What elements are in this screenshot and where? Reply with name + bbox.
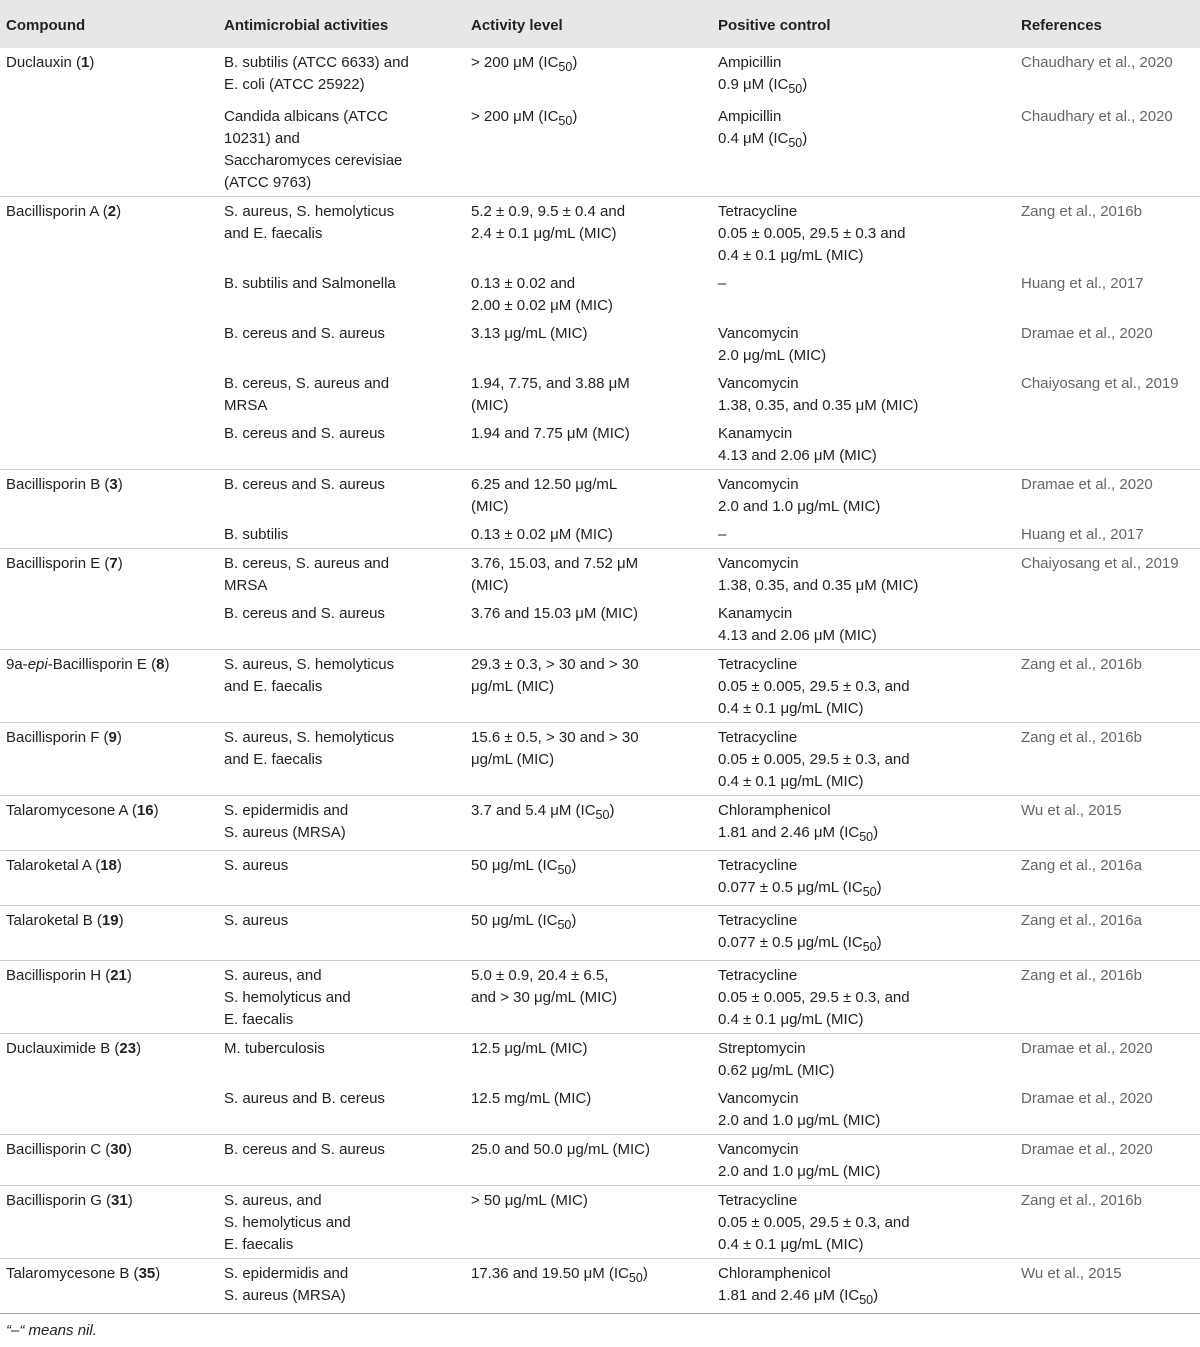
activity-cell: B. subtilis — [224, 526, 289, 543]
compound-cell: Bacillisporin C (30) — [0, 1135, 218, 1186]
activity-cell: S. aureus, S. hemolyticus and E. faecalis — [218, 650, 465, 723]
reference-cell: Chaiyosang et al., 2019 — [1021, 375, 1179, 392]
table-row — [0, 1084, 1200, 1135]
positive-control-cell: – — [718, 526, 727, 543]
activity-level-cell: 0.13 ± 0.02 μM (MIC) — [471, 526, 613, 543]
reference-cell: Chaiyosang et al., 2019 — [1015, 549, 1200, 600]
positive-control-cell: Tetracycline 0.05 ± 0.005, 29.5 ± 0.3, and 0.4 ± 0.1 μg/mL (MIC) — [712, 1186, 1015, 1259]
table-row — [0, 102, 1200, 197]
activity-level-cell: 12.5 mg/mL (MIC) — [471, 1090, 592, 1107]
table-row — [0, 48, 1200, 102]
header-level: Activity level — [471, 17, 563, 34]
reference-cell: Zang et al., 2016b — [1015, 197, 1200, 270]
compound-cell — [0, 520, 218, 549]
compound-cell — [0, 269, 218, 319]
activity-level-cell: 1.94 and 7.75 μM (MIC) — [471, 425, 630, 442]
table-row — [0, 723, 1200, 796]
compound-cell — [0, 369, 218, 419]
positive-control-cell: Tetracycline 0.05 ± 0.005, 29.5 ± 0.3, and 0.4 ± 0.1 μg/mL (MIC) — [712, 961, 1015, 1034]
activity-level-cell: 50 μg/mL $(IC_{50})$ — [465, 851, 712, 906]
positive-control-cell: Kanamycin 4.13 and 2.06 μM (MIC) — [718, 425, 877, 464]
table-row — [0, 369, 1200, 419]
compound-cell — [0, 102, 218, 197]
table-footnote: “–“ means nil. — [6, 1322, 97, 1339]
header-control: Positive control — [718, 17, 831, 34]
compound-cell: Talaromycesone B (35) — [0, 1259, 218, 1314]
activity-level-cell: > 200 μM $(IC_{50})$ — [471, 108, 578, 128]
activity-cell: B. cereus and S. aureus — [224, 605, 385, 622]
reference-cell: Dramae et al., 2020 — [1021, 1090, 1153, 1107]
activity-cell: B. cereus and S. aureus — [218, 1135, 465, 1186]
table-row — [0, 650, 1200, 723]
activity-level-cell: 1.94, 7.75, and 3.88 μM (MIC) — [471, 375, 630, 414]
reference-cell: Chaudhary et al., 2020 — [1021, 54, 1173, 71]
reference-cell: Chaudhary et al., 2020 — [1021, 108, 1173, 125]
activity-level-cell: 3.7 and 5.4 μM $(IC_{50})$ — [465, 796, 712, 851]
activity-cell: S. aureus — [218, 906, 465, 961]
reference-cell: Huang et al., 2017 — [1021, 275, 1144, 292]
activity-cell: B. subtilis and Salmonella — [224, 275, 396, 292]
compound-cell: Talaroketal A (18) — [0, 851, 218, 906]
positive-control-cell: Vancomycin 2.0 and 1.0 μg/mL (MIC) — [712, 1135, 1015, 1186]
table-header — [0, 0, 1200, 48]
table-row — [0, 796, 1200, 851]
compound-cell: Duclauximide B (23) — [0, 1034, 218, 1085]
table-row — [0, 961, 1200, 1034]
reference-cell: Dramae et al., 2020 — [1015, 1135, 1200, 1186]
table-row — [0, 1135, 1200, 1186]
activity-cell: M. tuberculosis — [218, 1034, 465, 1085]
activity-level-cell: 29.3 ± 0.3, > 30 and > 30 μg/mL (MIC) — [465, 650, 712, 723]
compound-cell — [0, 419, 218, 470]
compound-cell — [0, 319, 218, 369]
positive-control-cell: Tetracycline 0.077 ± 0.5 μg/mL $(IC_{50})$ — [712, 906, 1015, 961]
positive-control-cell: Tetracycline 0.077 ± 0.5 μg/mL $(IC_{50})$ — [712, 851, 1015, 906]
compound-cell — [0, 1084, 218, 1135]
activity-cell: S. aureus and B. cereus — [224, 1090, 385, 1107]
compound-cell: Bacillisporin A (2) — [0, 197, 218, 270]
activity-level-cell: 17.36 and 19.50 μM $(IC_{50})$ — [465, 1259, 712, 1314]
positive-control-cell: Vancomycin 1.38, 0.35, and 0.35 μM (MIC) — [712, 549, 1015, 600]
activity-cell: S. aureus, S. hemolyticus and E. faecalis — [218, 723, 465, 796]
reference-cell: Dramae et al., 2020 — [1021, 325, 1153, 342]
table-row — [0, 269, 1200, 319]
reference-cell: Wu et al., 2015 — [1015, 1259, 1200, 1314]
positive-control-cell: Vancomycin 1.38, 0.35, and 0.35 μM (MIC) — [718, 375, 919, 414]
table-row — [0, 319, 1200, 369]
activity-cell: B. cereus and S. aureus — [224, 325, 385, 342]
positive-control-cell: Ampicillin 0.9 μM $(IC_{50})$ — [718, 54, 808, 96]
positive-control-cell: Ampicillin 0.4 μM $(IC_{50})$ — [718, 108, 808, 150]
positive-control-cell: Streptomycin 0.62 μg/mL (MIC) — [712, 1034, 1015, 1085]
activity-cell: S. aureus, and S. hemolyticus and E. faecalis — [218, 961, 465, 1034]
activity-cell: B. cereus and S. aureus — [224, 425, 385, 442]
table-row — [0, 906, 1200, 961]
activity-level-cell: 6.25 and 12.50 μg/mL (MIC) — [465, 470, 712, 521]
header-activities: Antimicrobial activities — [224, 17, 389, 34]
reference-cell: Zang et al., 2016b — [1015, 961, 1200, 1034]
compound-cell: Talaroketal B (19) — [0, 906, 218, 961]
activity-level-cell: > 200 μM $(IC_{50})$ — [471, 54, 578, 74]
table-row — [0, 549, 1200, 600]
activity-level-cell: 5.2 ± 0.9, 9.5 ± 0.4 and 2.4 ± 0.1 μg/mL (MIC) — [465, 197, 712, 270]
positive-control-cell: Tetracycline 0.05 ± 0.005, 29.5 ± 0.3 and 0.4 ± 0.1 μg/mL (MIC) — [712, 197, 1015, 270]
compound-cell: Bacillisporin H (21) — [0, 961, 218, 1034]
positive-control-cell: Vancomycin 2.0 μg/mL (MIC) — [718, 325, 827, 364]
positive-control-cell: Vancomycin 2.0 and 1.0 μg/mL (MIC) — [712, 470, 1015, 521]
activity-level-cell: 3.13 μg/mL (MIC) — [471, 325, 588, 342]
reference-cell: Zang et al., 2016a — [1015, 906, 1200, 961]
table-body — [0, 48, 1200, 1313]
table-row — [0, 1186, 1200, 1259]
activity-level-cell: 50 μg/mL $(IC_{50})$ — [465, 906, 712, 961]
reference-cell — [1015, 599, 1200, 650]
compound-cell: Talaromycesone A (16) — [0, 796, 218, 851]
activity-cell: S. epidermidis and S. aureus (MRSA) — [218, 1259, 465, 1314]
reference-cell: Wu et al., 2015 — [1015, 796, 1200, 851]
activity-cell: S. aureus, S. hemolyticus and E. faecalis — [218, 197, 465, 270]
reference-cell — [1015, 419, 1200, 470]
activity-level-cell: 12.5 μg/mL (MIC) — [465, 1034, 712, 1085]
table-row — [0, 419, 1200, 470]
reference-cell: Huang et al., 2017 — [1021, 526, 1144, 543]
positive-control-cell: Chloramphenicol 1.81 and 2.46 μM $(IC_{50})$ — [712, 1259, 1015, 1314]
activity-level-cell: 0.13 ± 0.02 and 2.00 ± 0.02 μM (MIC) — [471, 275, 613, 314]
activity-level-cell: > 50 μg/mL (MIC) — [465, 1186, 712, 1259]
compound-cell: Duclauxin (1) — [6, 54, 95, 71]
table-row — [0, 1259, 1200, 1314]
activity-cell: B. cereus, S. aureus and MRSA — [218, 549, 465, 600]
positive-control-cell: Kanamycin 4.13 and 2.06 μM (MIC) — [718, 605, 877, 644]
table-row — [0, 470, 1200, 521]
compound-cell — [0, 599, 218, 650]
reference-cell: Dramae et al., 2020 — [1015, 470, 1200, 521]
positive-control-cell: – — [718, 275, 727, 292]
activity-cell: B. cereus and S. aureus — [218, 470, 465, 521]
header-compound: Compound — [6, 17, 86, 34]
activity-cell: B. subtilis (ATCC 6633) and E. coli (ATCC 25922) — [224, 54, 409, 93]
activity-cell: S. epidermidis and S. aureus (MRSA) — [218, 796, 465, 851]
header-references: References — [1021, 17, 1102, 34]
compound-cell: 9a-epi-Bacillisporin E (8) — [0, 650, 218, 723]
activity-level-cell: 25.0 and 50.0 μg/mL (MIC) — [465, 1135, 712, 1186]
activity-level-cell: 15.6 ± 0.5, > 30 and > 30 μg/mL (MIC) — [465, 723, 712, 796]
header-row — [0, 0, 1200, 48]
activity-cell: S. aureus — [218, 851, 465, 906]
compound-cell: Bacillisporin B (3) — [0, 470, 218, 521]
table-row — [0, 1034, 1200, 1085]
table-row — [0, 197, 1200, 270]
positive-control-cell: Vancomycin 2.0 and 1.0 μg/mL (MIC) — [718, 1090, 881, 1129]
reference-cell: Zang et al., 2016a — [1015, 851, 1200, 906]
activity-cell: B. cereus, S. aureus and MRSA — [224, 375, 390, 414]
compound-cell: Bacillisporin E (7) — [0, 549, 218, 600]
activity-level-cell: 5.0 ± 0.9, 20.4 ± 6.5, and > 30 μg/mL (MIC) — [465, 961, 712, 1034]
reference-cell: Zang et al., 2016b — [1015, 1186, 1200, 1259]
positive-control-cell: Tetracycline 0.05 ± 0.005, 29.5 ± 0.3, and 0.4 ± 0.1 μg/mL (MIC) — [712, 723, 1015, 796]
table-row — [0, 851, 1200, 906]
reference-cell: Zang et al., 2016b — [1015, 650, 1200, 723]
compound-cell: Bacillisporin G (31) — [0, 1186, 218, 1259]
compound-cell: Bacillisporin F (9) — [0, 723, 218, 796]
activity-level-cell: 3.76, 15.03, and 7.52 μM (MIC) — [465, 549, 712, 600]
positive-control-cell: Tetracycline 0.05 ± 0.005, 29.5 ± 0.3, and 0.4 ± 0.1 μg/mL (MIC) — [712, 650, 1015, 723]
positive-control-cell: Chloramphenicol 1.81 and 2.46 μM $(IC_{50})$ — [712, 796, 1015, 851]
activity-cell: Candida albicans (ATCC 10231) and Saccharomyces cerevisiae (ATCC 9763) — [224, 108, 403, 191]
activity-cell: S. aureus, and S. hemolyticus and E. faecalis — [218, 1186, 465, 1259]
reference-cell: Zang et al., 2016b — [1015, 723, 1200, 796]
table-row — [0, 520, 1200, 549]
reference-cell: Dramae et al., 2020 — [1015, 1034, 1200, 1085]
activity-level-cell: 3.76 and 15.03 μM (MIC) — [471, 605, 639, 622]
table-row — [0, 599, 1200, 650]
